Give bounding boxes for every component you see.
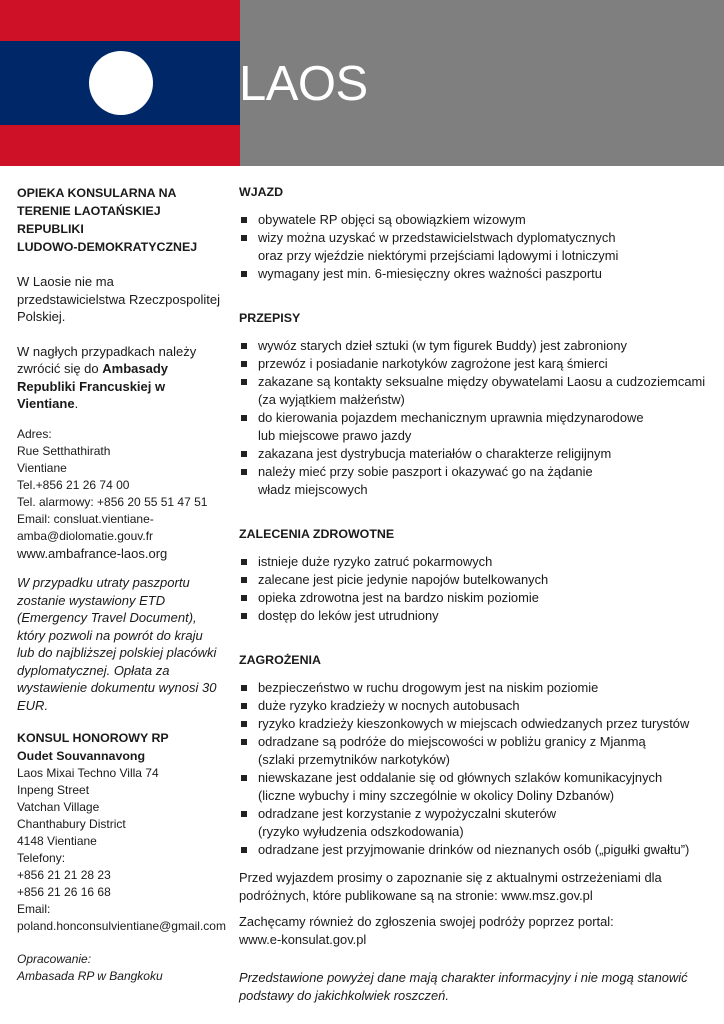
item-line: (ryzyko wyłudzenia odszkodowania) (258, 824, 464, 839)
list-item (239, 571, 719, 589)
item-line: władz miejscowych (258, 482, 368, 497)
text-fragment: . (74, 396, 79, 411)
list-item (239, 715, 719, 733)
section-heading: PRZEPISY (239, 311, 301, 325)
text-line: W nagłych przypadkach należy (17, 343, 197, 359)
text-line (17, 378, 229, 413)
text-fragment: zwrócić się do (17, 361, 103, 376)
embassy-name: Ambasady (102, 361, 168, 376)
item-line: obywatele RP objęci są obowiązkiem wizowym (258, 212, 526, 227)
right-column (239, 183, 719, 1005)
address-line: Tel.+856 21 26 74 00 (17, 477, 130, 492)
text-line: EUR. (17, 697, 49, 713)
text-line: Zachęcamy również do zgłoszenia swojej podróży poprzez portal: (239, 914, 614, 929)
text-line: W Laosie nie ma (17, 274, 114, 289)
title-line: LUDOWO-DEMOKRATYCZNEJ (17, 240, 198, 254)
list-item (239, 373, 719, 409)
address-line: Email: (17, 902, 51, 916)
text-line: zostanie wystawiony ETD (17, 592, 166, 608)
list-item (239, 679, 719, 697)
section-heading: ZALECENIA ZDROWOTNE (239, 527, 395, 541)
text-line: wystawienie dokumentu wynosi 30 (17, 680, 217, 695)
section-threats (239, 651, 719, 859)
ekonsulat-link[interactable]: www.e-konsulat.gov.pl (239, 932, 367, 947)
bullet-list (239, 679, 719, 859)
text-line: Polskiej. (17, 309, 66, 324)
text-line: lub do najbliższej polskiej placówki (17, 645, 217, 660)
flag-white-disc (89, 51, 153, 115)
text-line: Przed wyjazdem prosimy o zapoznanie się z aktualnymi ostrzeżeniami dla (239, 870, 662, 885)
address-line: Vatchan Village (17, 800, 100, 814)
list-item (239, 265, 719, 283)
address-line: +856 21 21 28 23 (17, 868, 111, 882)
title-line: OPIEKA KONSULARNA NA (17, 186, 177, 200)
item-line: zalecane jest picie jedynie napojów butelkowanych (258, 572, 549, 587)
title-line: TERENIE LAOTAŃSKIEJ REPUBLIKI (17, 204, 161, 236)
address-line: Tel. alarmowy: +856 20 55 51 47 51 (17, 494, 208, 509)
text-line: Przedstawione powyżej dane mają charakter informacyjny i nie mogą stanowić (239, 970, 688, 985)
text-line (17, 360, 229, 378)
no-embassy-paragraph (17, 273, 229, 326)
list-item (239, 733, 719, 769)
prepared-by (17, 951, 229, 985)
warnings-notice (239, 869, 719, 905)
item-line: (liczne wybuchy i miny szczególnie w okolicy Doliny Dzbanów) (258, 788, 615, 803)
text-line: przedstawicielstwa Rzeczpospolitej (17, 291, 221, 307)
list-item (239, 229, 719, 265)
text-line: który pozwoli na powrót do kraju (17, 627, 203, 643)
text-line: podróżnych, które publikowane są na stronie: www.msz.gov.pl (239, 888, 593, 903)
text-line: (Emergency Travel Document), (17, 610, 197, 625)
list-item (239, 607, 719, 625)
item-line: do kierowania pojazdem mechanicznym uprawnia międzynarodowe (258, 410, 644, 425)
address-line: Adres: (17, 426, 52, 441)
item-line: istnieje duże ryzyko zatruć pokarmowych (258, 554, 493, 569)
item-line: opieka zdrowotna jest na bardzo niskim poziomie (258, 590, 539, 605)
item-line: należy mieć przy sobie paszport i okazywać go na żądanie (258, 464, 593, 479)
list-item (239, 553, 719, 571)
item-line: przewóz i posiadanie narkotyków zagrożone jest karą śmierci (258, 356, 608, 371)
section-heading: WJAZD (239, 185, 284, 199)
bullet-list (239, 337, 719, 499)
list-item (239, 589, 719, 607)
address-line: Chanthabury District (17, 817, 126, 831)
item-line: ryzyko kradzieży kieszonkowych w miejscach odwiedzanych przez turystów (258, 716, 690, 731)
item-line: zakazana jest dystrybucja materiałów o charakterze religijnym (258, 446, 612, 461)
header-banner (0, 0, 724, 166)
list-item (239, 211, 719, 229)
list-item (239, 445, 719, 463)
consular-care-title (17, 184, 229, 256)
emergency-paragraph (17, 343, 229, 413)
item-line: odradzane są podróże do miejscowości w pobliżu granicy z Mjanmą (258, 734, 646, 749)
laos-flag (0, 0, 240, 166)
item-line: niewskazane jest oddalanie się od głównych szlaków komunikacyjnych (258, 770, 663, 785)
address-line: amba@diolomatie.gouv.fr (17, 528, 154, 543)
section-health (239, 525, 719, 625)
item-line: duże ryzyko kradzieży w nocnych autobusach (258, 698, 520, 713)
list-item (239, 697, 719, 715)
section-entry (239, 183, 719, 283)
text-line: podstawy do jakichkolwiek roszczeń. (239, 988, 449, 1003)
text-line: Opracowanie: (17, 952, 92, 966)
list-item (239, 841, 719, 859)
embassy-address (17, 426, 229, 545)
item-line: (za wyjątkiem małżeństw) (258, 392, 405, 407)
item-line: oraz przy wjeździe niektórymi przejściami lądowymi i lotniczymi (258, 248, 619, 263)
section-heading: ZAGROŻENIA (239, 653, 321, 667)
list-item (239, 337, 719, 355)
item-line: wizy można uzyskać w przedstawicielstwach dyplomatycznych (258, 230, 616, 245)
list-item (239, 355, 719, 373)
list-item (239, 769, 719, 805)
etd-paragraph (17, 574, 229, 714)
disclaimer (239, 969, 719, 1005)
item-line: bezpieczeństwo w ruchu drogowym jest na niskim poziomie (258, 680, 599, 695)
item-line: dostęp do leków jest utrudniony (258, 608, 439, 623)
item-line: zakazane są kontakty seksualne między obywatelami Laosu a cudzoziemcami (258, 374, 706, 389)
list-item (239, 805, 719, 841)
consul-email[interactable]: poland.honconsulvientiane@gmail.com (17, 919, 226, 933)
address-line: Rue Setthathirath (17, 443, 111, 458)
text-line: Ambasada RP w Bangkoku (17, 969, 163, 983)
embassy-website-link[interactable]: www.ambafrance-laos.org (17, 545, 168, 561)
address-line: 4148 Vientiane (17, 834, 97, 848)
address-line: +856 21 26 16 68 (17, 885, 111, 899)
text-line: W przypadku utraty paszportu (17, 575, 190, 590)
item-line: odradzane jest korzystanie z wypożyczalni skuterów (258, 806, 557, 821)
registration-notice (239, 913, 719, 949)
honorary-consul-name: Oudet Souvannavong (17, 749, 146, 763)
address-line: Vientiane (17, 460, 67, 475)
consul-address (17, 765, 229, 935)
item-line: lub miejscowe prawo jazdy (258, 428, 412, 443)
address-line: Email: consluat.vientiane- (17, 511, 154, 526)
list-item (239, 409, 719, 445)
left-column (17, 184, 229, 985)
list-item (239, 463, 719, 499)
honorary-consul-title: KONSUL HONOROWY RP (17, 731, 169, 745)
item-line: wymagany jest min. 6-miesięczny okres ważności paszportu (258, 266, 602, 281)
country-title: LAOS (239, 57, 368, 111)
address-line: Laos Mixai Techno Villa 74 (17, 766, 159, 780)
embassy-name: Republiki Francuskiej w Vientiane (17, 378, 166, 411)
bullet-list (239, 211, 719, 283)
item-line: odradzane jest przyjmowanie drinków od nieznanych osób („pigułki gwałtu”) (258, 842, 690, 857)
text-line: dyplomatycznej. Opłata za (17, 662, 170, 678)
address-line: Inpeng Street (17, 783, 90, 797)
address-line: Telefony: (17, 851, 66, 865)
item-line: wywóz starych dzieł sztuki (w tym figurek Buddy) jest zabroniony (258, 338, 627, 353)
item-line: (szlaki przemytników narkotyków) (258, 752, 450, 767)
section-regulations (239, 309, 719, 499)
bullet-list (239, 553, 719, 625)
